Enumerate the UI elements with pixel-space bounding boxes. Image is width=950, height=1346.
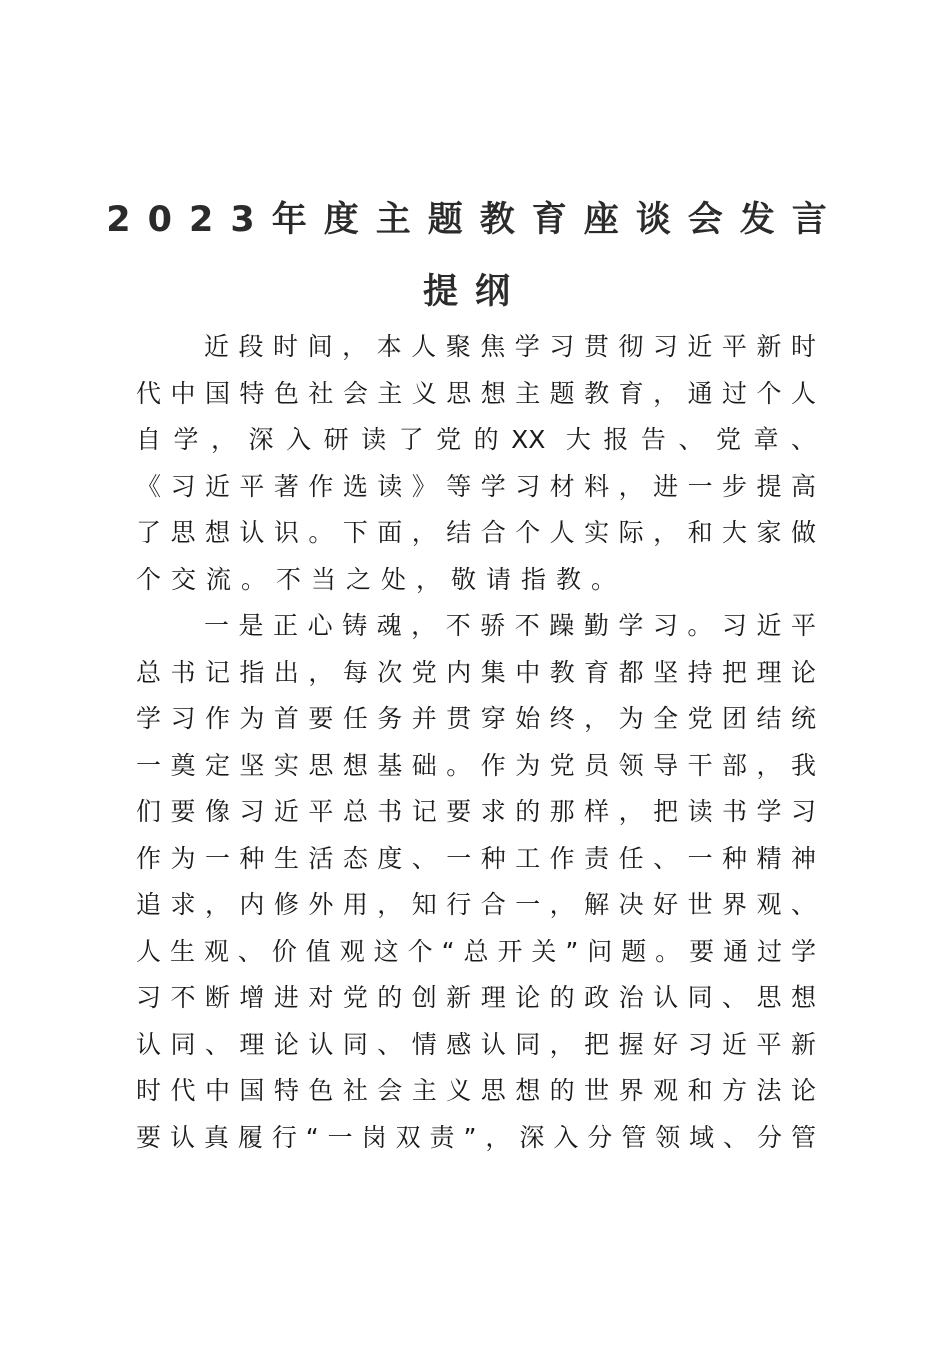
text-line-content: 作为一种生活态度、一种工作责任、一种精神 [136, 843, 816, 873]
text-line-content: 《习近平著作选读》等学习材料，进一步提高 [136, 471, 816, 501]
text-line [136, 1115, 816, 1162]
text-line-content: 了思想认识。下面，结合个人实际，和大家做 [136, 518, 816, 547]
text-line-content: 一是正心铸魂，不骄不躁勤学习。习近平 [204, 611, 816, 640]
text-line-content: 一奠定坚实思想基础。作为党员领导干部，我 [136, 750, 816, 780]
document-body [136, 324, 816, 1161]
text-line-content: 学习作为首要任务并贯穿始终，为全党团结统 [136, 704, 816, 733]
text-line-content: 追求，内修外用，知行合一，解决好世界观、 [136, 890, 816, 919]
text-line-content: 们要像习近平总书记要求的那样，把读书学习 [136, 797, 816, 826]
text-line-content: 近段时间，本人聚焦学习贯彻习近平新时 [204, 332, 816, 361]
text-line-content: 习不断增进对党的创新理论的政治认同、思想 [136, 983, 816, 1012]
text-line-content: 个交流。不当之处，敬请指教。 [136, 564, 627, 594]
text-line [136, 696, 816, 743]
text-line-content: 总书记指出，每次党内集中教育都坚持把理论 [136, 657, 816, 687]
document-title-line-1: 2023年度主题教育座谈会发言 [106, 200, 844, 240]
text-line-content: 人生观、价值观这个“总开关”问题。要通过学 [136, 936, 816, 966]
text-line-content: 代中国特色社会主义思想主题教育，通过个人 [136, 378, 816, 408]
text-line [136, 557, 816, 604]
text-line [136, 882, 816, 929]
text-line [136, 510, 816, 557]
text-line [136, 603, 816, 650]
text-line [136, 975, 816, 1022]
text-line [136, 371, 816, 418]
text-line-content: 要认真履行“一岗双责”，深入分管领域、分管 [136, 1122, 816, 1152]
document-title-line-2: 提纲 [422, 272, 527, 312]
text-line [136, 789, 816, 836]
text-line-content: 时代中国特色社会主义思想的世界观和方法论 [136, 1076, 816, 1105]
text-line [136, 1022, 816, 1069]
text-line [136, 417, 816, 464]
text-line [136, 836, 816, 883]
text-line [136, 929, 816, 976]
text-line [136, 1068, 816, 1115]
text-line [136, 464, 816, 511]
text-line [136, 650, 816, 697]
text-line [136, 743, 816, 790]
text-line [136, 324, 816, 371]
text-line-content: 认同、理论认同、情感认同，把握好习近平新 [136, 1029, 816, 1059]
text-line-content: 自学，深入研读了党的XX 大报告、党章、 [136, 425, 816, 454]
